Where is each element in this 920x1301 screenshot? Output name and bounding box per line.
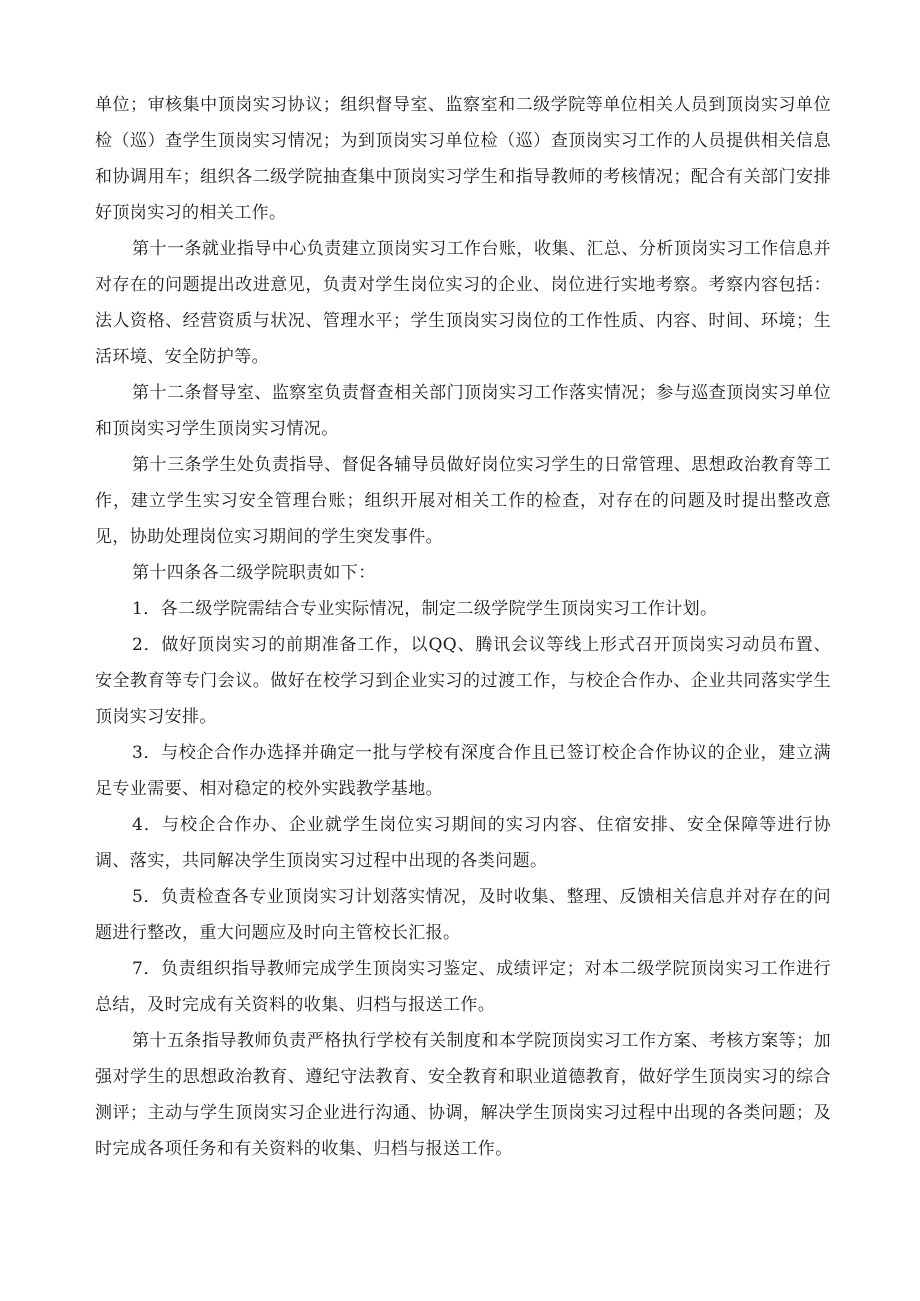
article-14-item-4: 4．与校企合作办、企业就学生岗位实习期间的实习内容、住宿安排、安全保障等进行协调、落实，共同解决学生顶岗实习过程中出现的各类问题。 [95,815,831,871]
paragraph-continuation: 单位；审核集中顶岗实习协议；组织督导室、监察室和二级学院等单位相关人员到顶岗实习单位检（巡）查学生顶岗实习情况；为到顶岗实习单位检（巡）查顶岗实习工作的人员提供相关信息和协调用车；组织各二级学院抽查集中顶岗实习学生和指导教师的考核情况；配合有关部门安排好顶岗实习的相关工作。 [95,95,831,223]
article-13: 第十三条学生处负责指导、督促各辅导员做好岗位实习学生的日常管理、思想政治教育等工作，建立学生实习安全管理台账；组织开展对相关工作的检查，对存在的问题及时提出整改意见，协助处理岗位实习期间的学生突发事件。 [95,455,831,547]
article-14-item-1: 1．各二级学院需结合专业实际情况，制定二级学院学生顶岗实习工作计划。 [132,599,718,619]
article-12: 第十二条督导室、监察室负责督查相关部门顶岗实习工作落实情况；参与巡查顶岗实习单位和顶岗实习学生顶岗实习情况。 [95,383,831,439]
article-14: 第十四条各二级学院职责如下： [132,563,376,583]
article-11: 第十一条就业指导中心负责建立顶岗实习工作台账，收集、汇总、分析顶岗实习工作信息并对存在的问题提出改进意见，负责对学生岗位实习的企业、岗位进行实地考察。考察内容包括：法人资格、经营资质与状况、管理水平；学生顶岗实习岗位的工作性质、内容、时间、环境；生活环境、安全防护等。 [95,239,831,367]
article-14-item-3: 3．与校企合作办选择并确定一批与学校有深度合作且已签订校企合作协议的企业，建立满足专业需要、相对稳定的校外实践教学基地。 [95,743,831,799]
article-14-item-2: 2．做好顶岗实习的前期准备工作，以QQ、腾讯会议等线上形式召开顶岗实习动员布置、安全教育等专门会议。做好在校学习到企业实习的过渡工作，与校企合作办、企业共同落实学生顶岗实习安排。 [95,635,831,727]
article-14-item-7: 7．负责组织指导教师完成学生顶岗实习鉴定、成绩评定；对本二级学院顶岗实习工作进行总结，及时完成有关资料的收集、归档与报送工作。 [95,959,831,1015]
document-body [95,87,831,1167]
article-14-item-5: 5．负责检查各专业顶岗实习计划落实情况，及时收集、整理、反馈相关信息并对存在的问题进行整改，重大问题应及时向主管校长汇报。 [95,887,831,943]
article-15: 第十五条指导教师负责严格执行学校有关制度和本学院顶岗实习工作方案、考核方案等；加强对学生的思想政治教育、遵纪守法教育、安全教育和职业道德教育，做好学生顶岗实习的综合测评；主动与学生顶岗实习企业进行沟通、协调，解决学生顶岗实习过程中出现的各类问题；及时完成各项任务和有关资料的收集、归档与报送工作。 [95,1031,831,1159]
